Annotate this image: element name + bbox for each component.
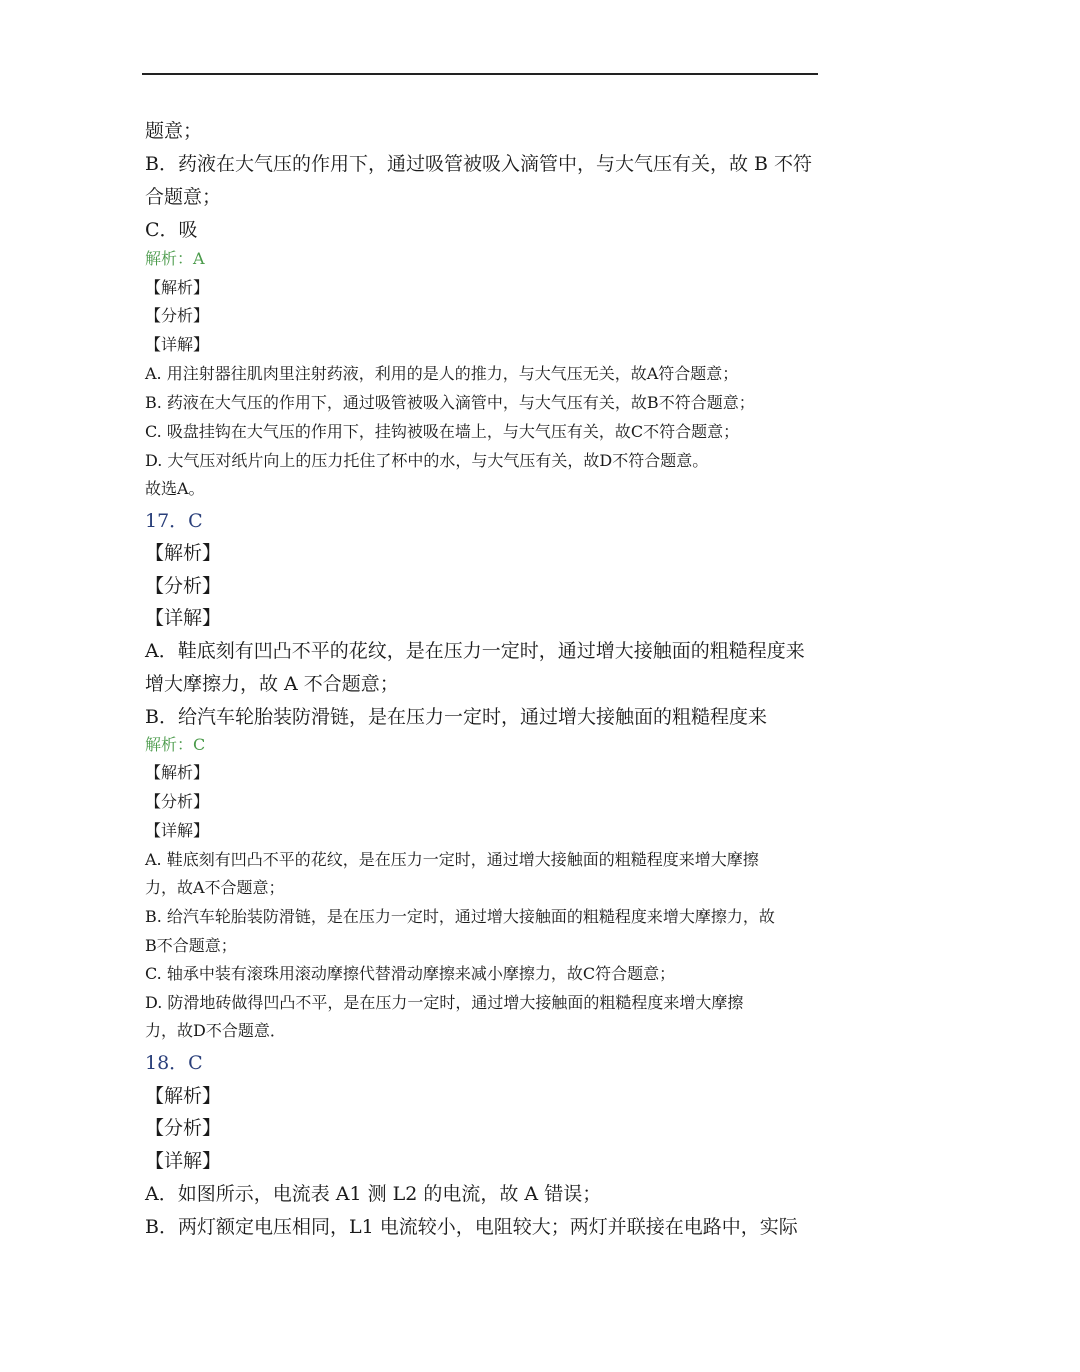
- text-line: 【分析】: [145, 792, 210, 811]
- text-line: 17．C: [145, 510, 203, 532]
- text-line: 【解析】: [145, 763, 210, 782]
- text-line: A．如图所示，电流表 A1 测 L2 的电流，故 A 错误；: [145, 1183, 602, 1205]
- text-line: 增大摩擦力，故 A 不合题意；: [145, 673, 399, 695]
- text-line: 18．C: [145, 1052, 203, 1074]
- text-line: D. 大气压对纸片向上的压力托住了杯中的水，与大气压有关，故D不符合题意。: [145, 451, 709, 470]
- text-line: 合题意；: [145, 186, 222, 208]
- text-line: A. 用注射器往肌肉里注射药液，利用的是人的推力，与大气压无关，故A符合题意；: [145, 364, 739, 383]
- text-line: 力，故A不合题意；: [145, 878, 285, 897]
- text-line: B不合题意；: [145, 936, 237, 955]
- text-line: B. 药液在大气压的作用下，通过吸管被吸入滴管中，与大气压有关，故B不符合题意；: [145, 393, 755, 412]
- text-line: 解析：A: [145, 249, 205, 268]
- text-line: 【详解】: [145, 821, 210, 840]
- text-line: 【详解】: [145, 335, 210, 354]
- text-line: A．鞋底刻有凹凸不平的花纹，是在压力一定时，通过增大接触面的粗糙程度来: [145, 640, 805, 662]
- text-line: B．药液在大气压的作用下，通过吸管被吸入滴管中，与大气压有关，故 B 不符: [145, 153, 813, 175]
- text-line: 【分析】: [145, 306, 210, 325]
- text-line: 题意；: [145, 120, 203, 142]
- text-line: B．两灯额定电压相同，L1 电流较小，电阻较大；两灯并联接在电路中，实际: [145, 1216, 798, 1238]
- text-line: A. 鞋底刻有凹凸不平的花纹，是在压力一定时，通过增大接触面的粗糙程度来增大摩擦: [145, 850, 759, 869]
- text-line: 【详解】: [145, 607, 222, 629]
- text-line: 力，故D不合题意．: [145, 1021, 286, 1040]
- text-line: D. 防滑地砖做得凹凸不平，是在压力一定时，通过增大接触面的粗糙程度来增大摩擦: [145, 993, 744, 1012]
- text-line: B. 给汽车轮胎装防滑链，是在压力一定时，通过增大接触面的粗糙程度来增大摩擦力，故: [145, 907, 775, 926]
- text-line: 【解析】: [145, 542, 222, 564]
- text-line: C．吸: [145, 219, 198, 241]
- text-line: 解析：C: [145, 735, 206, 754]
- text-line: 【分析】: [145, 1117, 222, 1139]
- text-line: 【分析】: [145, 575, 222, 597]
- text-line: C. 吸盘挂钩在大气压的作用下，挂钩被吸在墙上，与大气压有关，故C不符合题意；: [145, 422, 740, 441]
- text-line: C. 轴承中装有滚珠用滚动摩擦代替滑动摩擦来减小摩擦力，故C符合题意；: [145, 964, 676, 983]
- header-rule: [142, 73, 818, 75]
- text-line: 故选A。: [145, 479, 205, 498]
- text-line: B．给汽车轮胎装防滑链，是在压力一定时，通过增大接触面的粗糙程度来: [145, 706, 767, 728]
- text-line: 【解析】: [145, 1085, 222, 1107]
- text-line: 【解析】: [145, 278, 210, 297]
- text-line: 【详解】: [145, 1150, 222, 1172]
